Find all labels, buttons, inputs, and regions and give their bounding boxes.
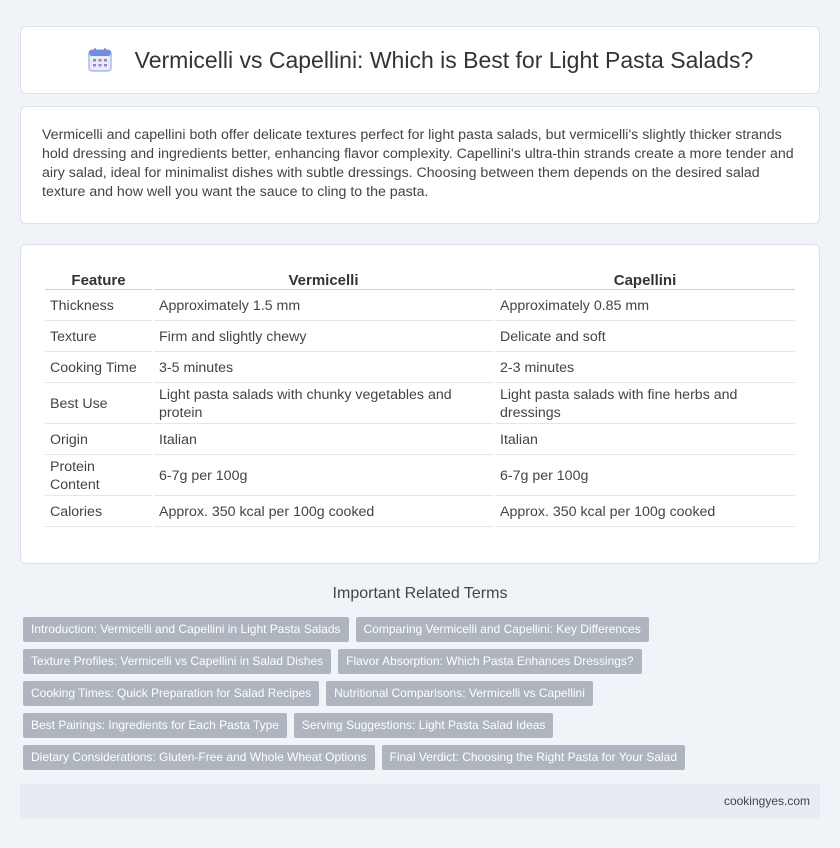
page-title: Vermicelli vs Capellini: Which is Best for Light Pasta Salads? [134, 46, 754, 73]
table-row [45, 354, 795, 383]
table-cell: Protein Content [45, 457, 152, 496]
table-header-vermicelli: Vermicelli [154, 268, 493, 290]
table-cell: Cooking Time [45, 354, 152, 383]
table-cell: Texture [45, 323, 152, 352]
related-term-tag[interactable]: Comparing Vermicelli and Capellini: Key Differences [356, 617, 649, 642]
table-cell: Italian [154, 426, 493, 455]
table-row [45, 457, 795, 496]
table-cell: Approx. 350 kcal per 100g cooked [154, 498, 493, 527]
related-term-tag[interactable]: Introduction: Vermicelli and Capellini in Light Pasta Salads [23, 617, 349, 642]
table-cell: 6-7g per 100g [495, 457, 795, 496]
table-header-feature: Feature [45, 268, 152, 290]
table-cell: Approximately 1.5 mm [154, 292, 493, 321]
table-cell: Light pasta salads with chunky vegetables and protein [154, 385, 493, 424]
table-cell: 3-5 minutes [154, 354, 493, 383]
footer-site-link[interactable]: cookingyes.com [723, 794, 810, 808]
table-row [45, 292, 795, 321]
header-card [20, 26, 820, 94]
related-term-tag[interactable]: Nutritional Comparisons: Vermicelli vs Capellini [326, 681, 593, 706]
related-term-tag[interactable]: Cooking Times: Quick Preparation for Salad Recipes [23, 681, 319, 706]
comparison-table [43, 266, 797, 529]
table-row [45, 426, 795, 455]
calendar-icon [87, 47, 113, 73]
related-term-tag[interactable]: Serving Suggestions: Light Pasta Salad Ideas [294, 713, 554, 738]
related-term-tag[interactable]: Flavor Absorption: Which Pasta Enhances Dressings? [338, 649, 641, 674]
table-cell: 2-3 minutes [495, 354, 795, 383]
table-cell: Approximately 0.85 mm [495, 292, 795, 321]
table-cell: Thickness [45, 292, 152, 321]
table-cell: Italian [495, 426, 795, 455]
table-cell: Calories [45, 498, 152, 527]
related-term-tag[interactable]: Dietary Considerations: Gluten-Free and Whole Wheat Options [23, 745, 375, 770]
table-cell: Firm and slightly chewy [154, 323, 493, 352]
intro-text: Vermicelli and capellini both offer delicate textures perfect for light pasta salads, but vermicelli's slightly thicker strands hold dressing and ingredients better, enhancing flavor complexity. Capellini's ultra-thin strands create a more tender and airy salad, ideal for minimalist dishes with subtle dressings. Choosing between them depends on the desired salad texture and how well you want the sauce to cling to the pasta. [42, 127, 794, 200]
table-cell: Approx. 350 kcal per 100g cooked [495, 498, 795, 527]
table-cell: Origin [45, 426, 152, 455]
intro-card [20, 106, 820, 224]
table-cell: Light pasta salads with fine herbs and dressings [495, 385, 795, 424]
table-cell: Delicate and soft [495, 323, 795, 352]
table-row [45, 498, 795, 527]
related-terms-list [23, 617, 823, 777]
related-term-tag[interactable]: Best Pairings: Ingredients for Each Pasta Type [23, 713, 287, 738]
comparison-table-card [20, 244, 820, 564]
table-cell: Best Use [45, 385, 152, 424]
table-row [45, 323, 795, 352]
footer [20, 784, 820, 818]
related-terms-title: Important Related Terms [332, 585, 508, 602]
table-header-capellini: Capellini [495, 268, 795, 290]
related-term-tag[interactable]: Texture Profiles: Vermicelli vs Capellini in Salad Dishes [23, 649, 331, 674]
table-cell: 6-7g per 100g [154, 457, 493, 496]
related-term-tag[interactable]: Final Verdict: Choosing the Right Pasta for Your Salad [382, 745, 686, 770]
table-row [45, 385, 795, 424]
